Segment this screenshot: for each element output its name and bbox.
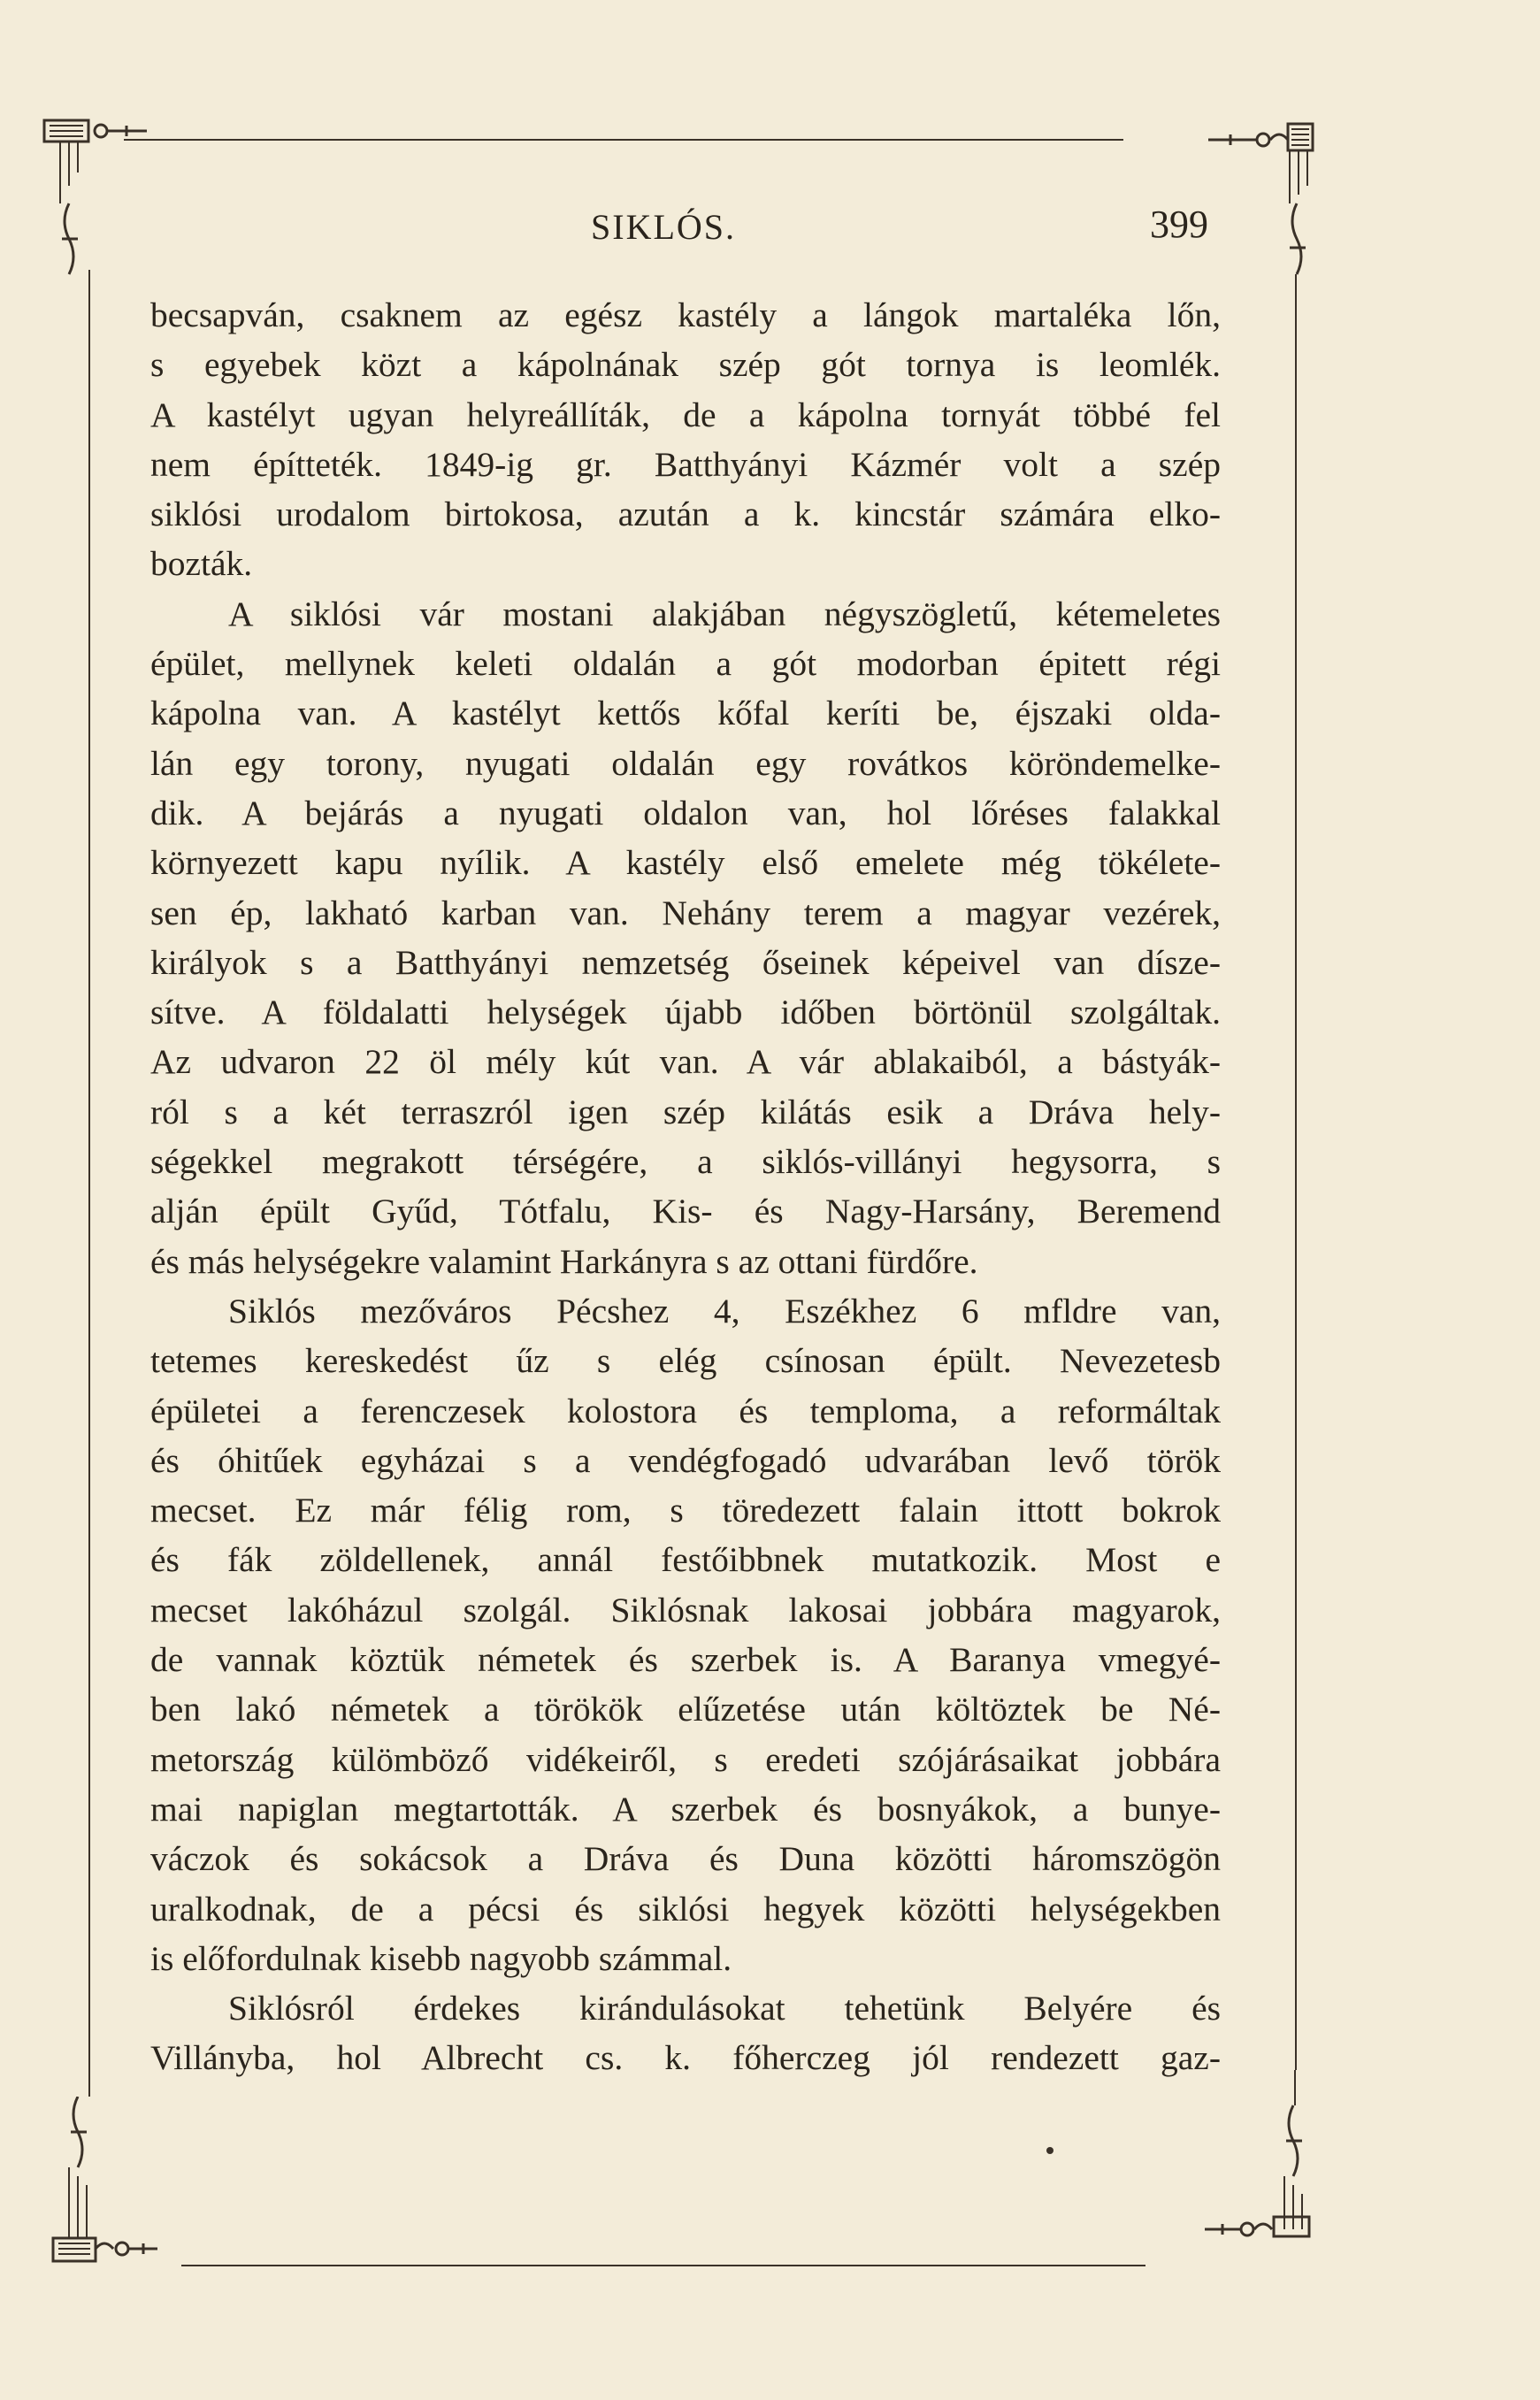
text-line: épületei a ferenczesek kolostora és temploma, a reformáltak [150, 1391, 1221, 1430]
text-line: metország külömböző vidékeiről, s eredeti szójárásaikat jobbára [150, 1739, 1221, 1779]
text-line: királyok s a Batthyányi nemzetség őseinek képeivel van dísze- [150, 942, 1221, 982]
text-line: kápolna van. A kastélyt kettős kőfal keríti be, éjszaki olda- [150, 694, 1221, 733]
text-line: Az udvaron 22 öl mély kút van. A vár ablakaiból, a bástyák- [150, 1042, 1221, 1082]
running-head: SIKLÓS. [591, 207, 737, 247]
text-line: bozták. [150, 544, 253, 584]
text-line: tetemes kereskedést űz s elég csínosan épült. Nevezetesb [150, 1341, 1221, 1381]
text-line: mecset lakóházul szolgál. Siklósnak lakosai jobbára magyarok, [150, 1590, 1221, 1629]
text-line: A siklósi vár mostani alakjában négyszögletű, kétemeletes [228, 594, 1221, 633]
corner-ornament-bottom-left [51, 2097, 157, 2265]
text-line: környezett kapu nyílik. A kastély első emelete még tökélete- [150, 843, 1221, 883]
ornament-icon [1205, 2070, 1311, 2238]
text-line: ségekkel megrakott térségére, a siklós-villányi hegysorra, s [150, 1142, 1221, 1182]
text-line: és más helységekre valamint Harkányra s az ottani fürdőre. [150, 1241, 978, 1281]
corner-ornament-top-right [1208, 115, 1314, 283]
text-line: Villányba, hol Albrecht cs. k. főherczeg jól rendezett gaz- [150, 2038, 1221, 2078]
text-line: és fák zöldellenek, annál festőibbnek mutatkozik. Most e [150, 1540, 1221, 1580]
text-line: becsapván, csaknem az egész kastély a lángok martaléka lőn, [150, 295, 1221, 334]
text-line: s egyebek közt a kápolnának szép gót tornya is leomlék. [150, 345, 1221, 385]
text-line: Siklós mezőváros Pécshez 4, Eszékhez 6 mfldre van, [228, 1291, 1221, 1330]
body-text [150, 290, 1221, 2083]
text-line: siklósi urodalom birtokosa, azután a k. kincstár számára elko- [150, 495, 1221, 534]
ornament-icon [1208, 115, 1314, 283]
text-line: dik. A bejárás a nyugati oldalon van, hol lőréses falakkal [150, 793, 1221, 832]
text-line: de vannak köztük németek és szerbek is. A Baranya vmegyé- [150, 1640, 1221, 1680]
text-line: alján épült Gyűd, Tótfalu, Kis- és Nagy-Harsány, Beremend [150, 1192, 1221, 1231]
text-line: és óhitűek egyházai s a vendégfogadó udvarában levő török [150, 1440, 1221, 1480]
left-border-rule [88, 270, 90, 2097]
bottom-border-rule [181, 2265, 1145, 2266]
top-border-rule [124, 139, 1123, 141]
corner-ornament-bottom-right [1205, 2070, 1311, 2238]
text-line: váczok és sokácsok a Dráva és Duna közötti háromszögön [150, 1839, 1221, 1879]
text-line: is előfordulnak kisebb nagyobb számmal. [150, 1938, 732, 1978]
text-line: A kastélyt ugyan helyreállíták, de a kápolna tornyát többé fel [150, 395, 1221, 434]
text-line: ben lakó németek a törökök elűzetése után költöztek be Né- [150, 1690, 1221, 1729]
corner-ornament-top-left [42, 115, 149, 283]
ornament-icon [51, 2097, 157, 2265]
text-line: sen ép, lakható karban van. Nehány terem a magyar vezérek, [150, 893, 1221, 932]
right-border-rule [1295, 274, 1297, 2070]
text-line: sítve. A földalatti helységek újabb időben börtönül szolgáltak. [150, 993, 1221, 1032]
text-line: uralkodnak, de a pécsi és siklósi hegyek közötti helységekben [150, 1889, 1221, 1928]
text-line: mai napiglan megtartották. A szerbek és bosnyákok, a bunye- [150, 1789, 1221, 1829]
text-line: mecset. Ez már félig rom, s töredezett falain ittott bokrok [150, 1491, 1221, 1530]
text-line: lán egy torony, nyugati oldalán egy rovátkos köröndemelke- [150, 743, 1221, 783]
text-line: épület, mellynek keleti oldalán a gót modorban épitett régi [150, 644, 1221, 684]
page-number: 399 [1150, 203, 1208, 246]
text-line: nem építteték. 1849-ig gr. Batthyányi Kázmér volt a szép [150, 444, 1221, 484]
ink-spot [1046, 2147, 1053, 2154]
ornament-icon [42, 115, 149, 283]
text-line: Siklósról érdekes kirándulásokat tehetünk Belyére és [228, 1989, 1221, 2028]
text-line: ról s a két terraszról igen szép kilátás esik a Dráva hely- [150, 1092, 1221, 1131]
